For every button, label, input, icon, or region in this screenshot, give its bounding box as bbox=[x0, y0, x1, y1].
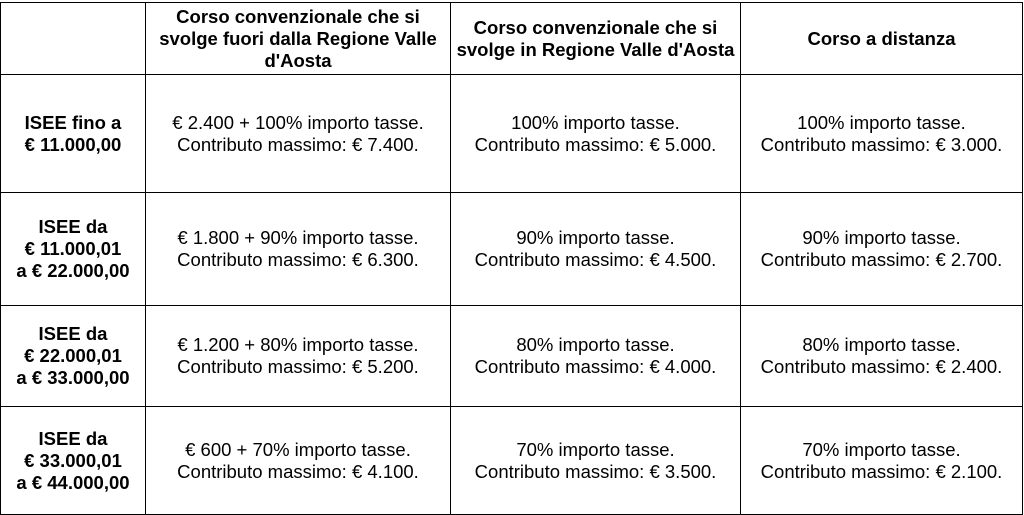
cell-a-distanza bbox=[741, 407, 1023, 515]
row-label-line: € 22.000,01 bbox=[24, 345, 122, 366]
header-empty-cell bbox=[1, 3, 146, 75]
row-label-line: € 11.000,00 bbox=[24, 133, 122, 155]
cell-contributo-massimo: Contributo massimo: € 7.400. bbox=[177, 133, 419, 155]
table-row bbox=[1, 193, 1023, 306]
cell-importo: € 600 + 70% importo tasse. bbox=[185, 438, 411, 460]
cell-a-distanza bbox=[741, 75, 1023, 193]
cell-contributo-massimo: Contributo massimo: € 4.500. bbox=[474, 249, 717, 270]
row-label-line: € 11.000,01 bbox=[24, 238, 122, 259]
cell-a-distanza bbox=[741, 306, 1023, 407]
cell-importo: 80% importo tasse. bbox=[516, 334, 675, 355]
cell-contributo-massimo: Contributo massimo: € 3.000. bbox=[760, 133, 1003, 155]
cell-contributo-massimo: Contributo massimo: € 6.300. bbox=[177, 249, 419, 270]
cell-contributo-massimo: Contributo massimo: € 4.100. bbox=[177, 460, 419, 482]
cell-contributo-massimo: Contributo massimo: € 2.700. bbox=[760, 249, 1003, 270]
cell-contributo-massimo: Contributo massimo: € 5.200. bbox=[177, 356, 419, 377]
cell-contributo-massimo: Contributo massimo: € 5.000. bbox=[474, 133, 717, 155]
header-corso-a-distanza bbox=[741, 3, 1023, 75]
cell-in-regione bbox=[451, 75, 741, 193]
cell-in-regione bbox=[451, 407, 741, 515]
contribution-table bbox=[0, 2, 1023, 515]
cell-fuori-regione bbox=[146, 306, 451, 407]
header-corso-in-regione-label: Corso convenzionale che si svolge in Regione Valle d'Aosta bbox=[456, 16, 735, 60]
cell-in-regione bbox=[451, 193, 741, 306]
row-label-line: ISEE fino a bbox=[24, 111, 122, 133]
row-label-isee bbox=[1, 407, 146, 515]
cell-importo: € 2.400 + 100% importo tasse. bbox=[172, 111, 424, 133]
cell-importo: 100% importo tasse. bbox=[797, 111, 966, 133]
cell-contributo-massimo: Contributo massimo: € 3.500. bbox=[474, 460, 717, 482]
row-label-line: ISEE da bbox=[38, 427, 108, 449]
cell-fuori-regione bbox=[146, 407, 451, 515]
header-corso-fuori-regione bbox=[146, 3, 451, 75]
cell-importo: € 1.200 + 80% importo tasse. bbox=[177, 334, 419, 355]
cell-contributo-massimo: Contributo massimo: € 2.100. bbox=[760, 460, 1003, 482]
table-row bbox=[1, 407, 1023, 515]
header-corso-a-distanza-label: Corso a distanza bbox=[807, 27, 956, 49]
row-label-line: ISEE da bbox=[38, 323, 108, 344]
cell-importo: 80% importo tasse. bbox=[802, 334, 961, 355]
cell-importo: 70% importo tasse. bbox=[516, 438, 675, 460]
cell-importo: 90% importo tasse. bbox=[802, 227, 961, 248]
row-label-line: ISEE da bbox=[38, 216, 108, 237]
cell-importo: 100% importo tasse. bbox=[511, 111, 680, 133]
row-label-isee bbox=[1, 193, 146, 306]
cell-importo: 70% importo tasse. bbox=[802, 438, 961, 460]
cell-fuori-regione bbox=[146, 75, 451, 193]
cell-importo: € 1.800 + 90% importo tasse. bbox=[177, 227, 419, 248]
table-row bbox=[1, 306, 1023, 407]
header-corso-fuori-regione-label: Corso convenzionale che si svolge fuori dalla Regione Valle d'Aosta bbox=[159, 5, 437, 71]
row-label-isee bbox=[1, 75, 146, 193]
cell-contributo-massimo: Contributo massimo: € 2.400. bbox=[760, 356, 1003, 377]
cell-contributo-massimo: Contributo massimo: € 4.000. bbox=[474, 356, 717, 377]
table-header-row bbox=[1, 3, 1023, 75]
cell-importo: 90% importo tasse. bbox=[516, 227, 675, 248]
table-row bbox=[1, 75, 1023, 193]
row-label-isee bbox=[1, 306, 146, 407]
row-label-line: a € 22.000,00 bbox=[16, 260, 130, 281]
cell-fuori-regione bbox=[146, 193, 451, 306]
row-label-line: a € 33.000,00 bbox=[16, 367, 130, 388]
row-label-line: € 33.000,01 bbox=[24, 449, 122, 471]
header-corso-in-regione bbox=[451, 3, 741, 75]
cell-in-regione bbox=[451, 306, 741, 407]
row-label-line: a € 44.000,00 bbox=[16, 471, 130, 493]
cell-a-distanza bbox=[741, 193, 1023, 306]
